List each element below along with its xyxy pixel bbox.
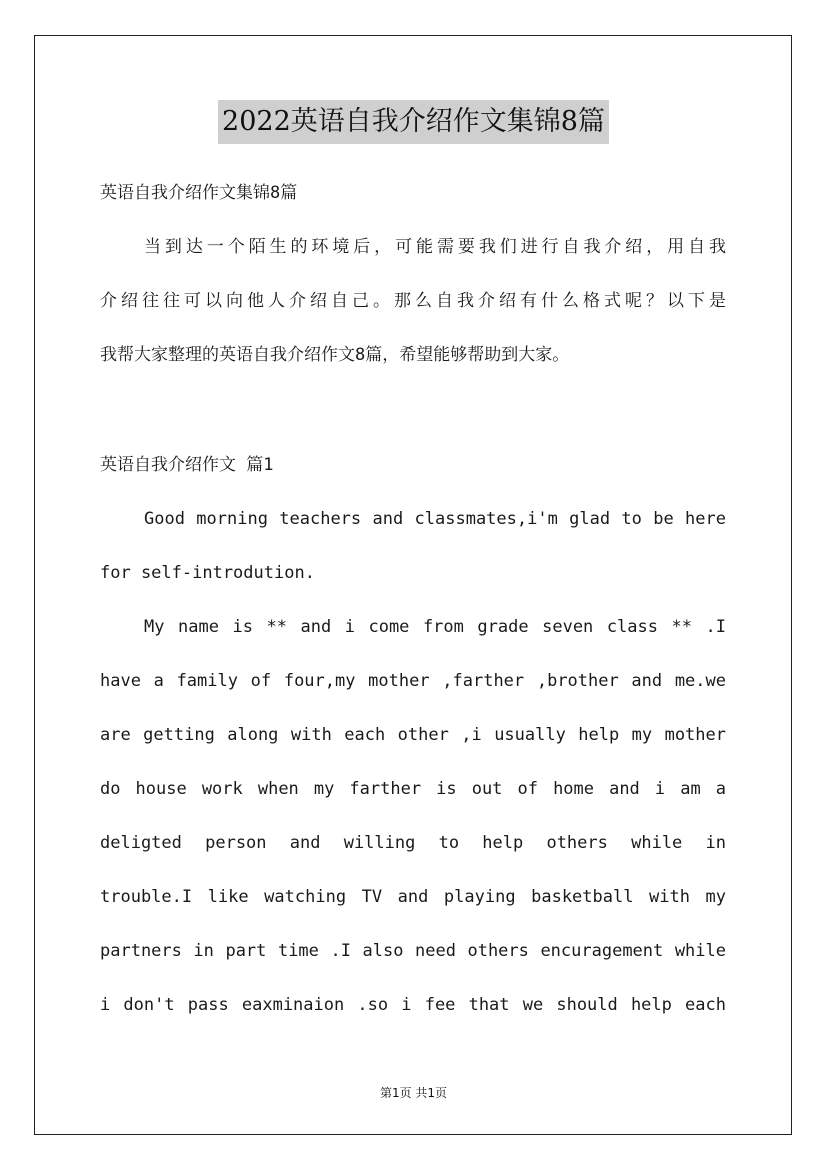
essay-line: i don't pass eaxminaion .so i fee that we should help each <box>100 995 726 1015</box>
essay-line: have a family of four,my mother ,farther ,brother and me.we <box>100 671 726 691</box>
document-title: 2022英语自我介绍作文集锦8篇 <box>218 100 609 144</box>
intro-line: 当到达一个陌生的环境后，可能需要我们进行自我介绍，用自我 <box>144 237 726 257</box>
essay-line: are getting along with each other ,i usually help my mother <box>100 725 726 745</box>
document-body <box>100 178 726 1044</box>
essay-line: partners in part time .I also need others encuragement while <box>100 941 726 961</box>
paragraph-gap <box>100 394 726 450</box>
intro-line: 我帮大家整理的英语自我介绍作文8篇，希望能够帮助到大家。 <box>100 345 570 365</box>
essay-line: Good morning teachers and classmates,i'm glad to be here <box>144 509 726 529</box>
essay-line: do house work when my farther is out of home and i am a <box>100 779 726 799</box>
section-heading: 英语自我介绍作文 篇1 <box>100 455 274 475</box>
subtitle: 英语自我介绍作文集锦8篇 <box>100 183 298 203</box>
essay-line: deligted person and willing to help others while in <box>100 833 726 853</box>
page-footer: 第1页 共1页 <box>379 1086 448 1100</box>
essay-line: for self-introdution. <box>100 563 315 583</box>
essay-line: My name is ** and i come from grade seven class ** .I <box>144 617 726 637</box>
intro-line: 介绍往往可以向他人介绍自己。那么自我介绍有什么格式呢？以下是 <box>100 291 726 311</box>
title-container <box>0 100 827 144</box>
essay-line: trouble.I like watching TV and playing basketball with my <box>100 887 726 907</box>
